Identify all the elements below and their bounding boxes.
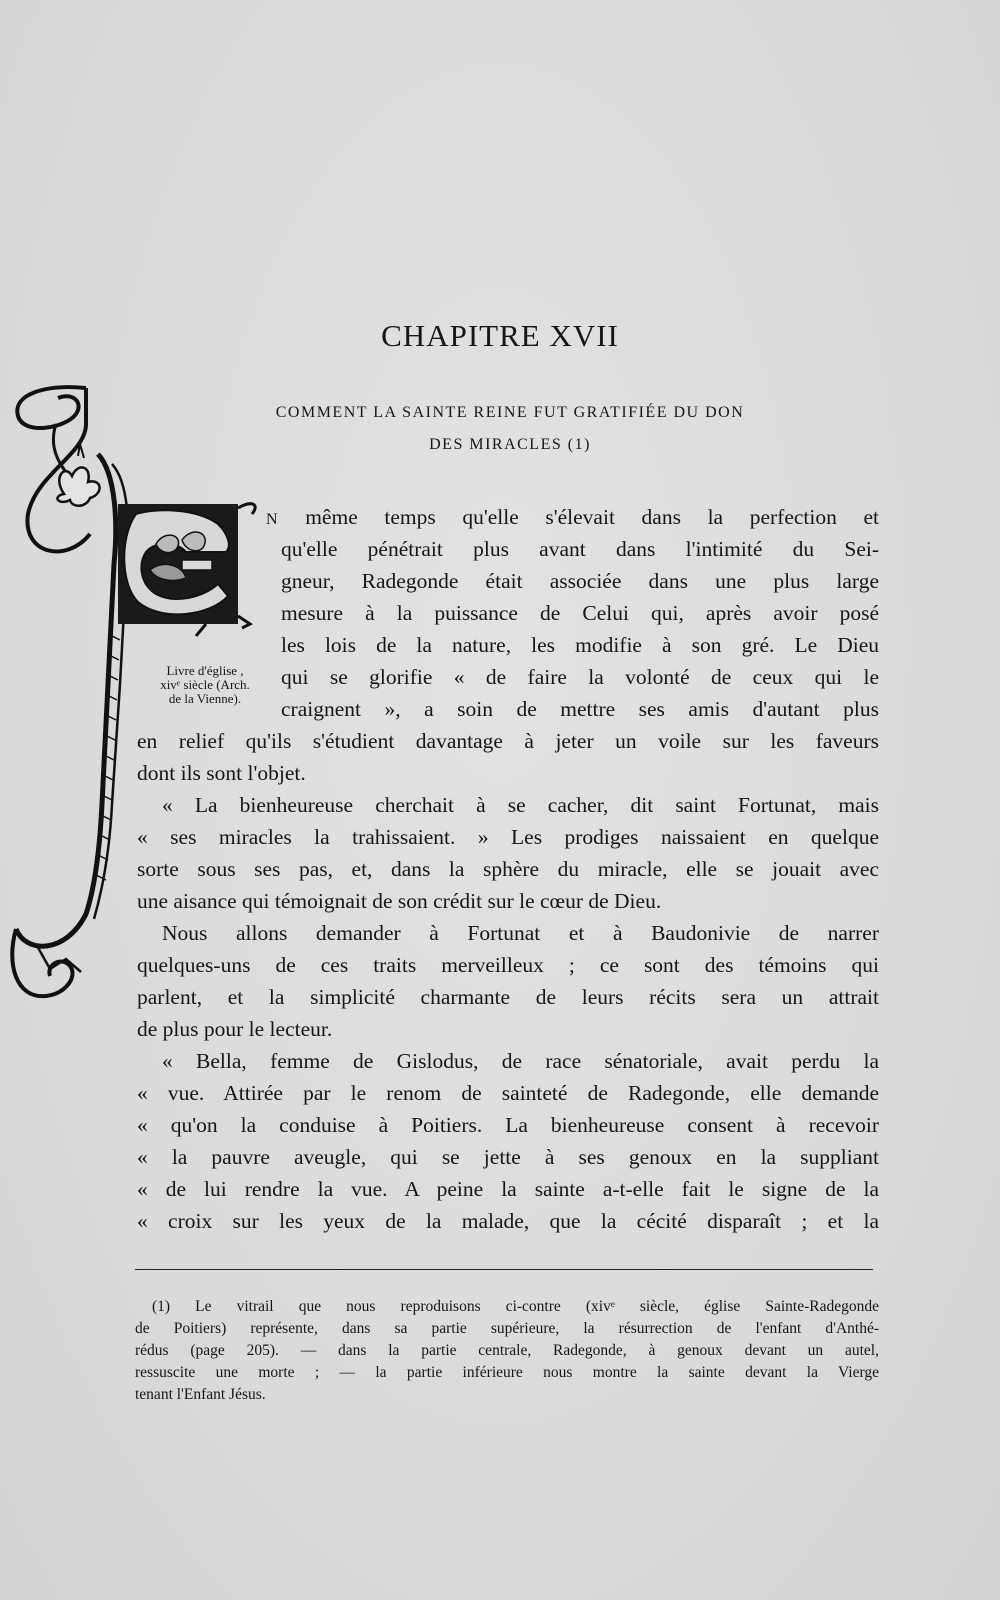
body-line-12: sorte sous ses pas, et, dans la sphère du miracle, elle se jouait avec bbox=[137, 857, 879, 881]
footnote-line-1: (1) Le vitrail que nous reproduisons ci-contre (xivᵉ siècle, église Sainte-Radegonde bbox=[152, 1298, 879, 1315]
body-line-2: qu'elle pénétrait plus avant dans l'intimité du Sei- bbox=[281, 537, 879, 561]
body-line-13: une aisance qui témoignait de son crédit sur le cœur de Dieu. bbox=[137, 889, 662, 913]
body-line-4: mesure à la puissance de Celui qui, après avoir posé bbox=[281, 601, 879, 625]
body-line-9: dont ils sont l'objet. bbox=[137, 761, 306, 785]
body-line-16: parlent, et la simplicité charmante de leurs récits sera un attrait bbox=[137, 985, 879, 1009]
body-line-11: « ses miracles la trahissaient. » Les prodiges naissaient en quelque bbox=[137, 825, 879, 849]
caption-line: de la Vienne). bbox=[168, 691, 242, 706]
illustration-caption bbox=[138, 664, 272, 706]
body-line-15: quelques-uns de ces traits merveilleux ; ce sont des témoins qui bbox=[137, 953, 879, 977]
body-line-5: les lois de la nature, les modifie à son gré. Le Dieu bbox=[281, 633, 879, 657]
chapter-subtitle-line2: DES MIRACLES (1) bbox=[429, 436, 591, 453]
body-text: même temps qu'elle s'élevait dans la perfection et bbox=[305, 505, 880, 529]
chapter-subtitle-line1: COMMENT LA SAINTE REINE FUT GRATIFIÉE DU DON bbox=[275, 404, 745, 421]
chapter-title: CHAPITRE XVII bbox=[381, 318, 619, 353]
body-line-17: de plus pour le lecteur. bbox=[137, 1017, 333, 1041]
body-line-14: Nous allons demander à Fortunat et à Baudonivie de narrer bbox=[162, 921, 879, 945]
body-line-19: « vue. Attirée par le renom de sainteté de Radegonde, elle demande bbox=[137, 1081, 879, 1105]
body-line-20: « qu'on la conduise à Poitiers. La bienheureuse consent à recevoir bbox=[137, 1113, 879, 1137]
body-line-1 bbox=[266, 505, 879, 530]
body-line-6: qui se glorifie « de faire la volonté de ceux qui le bbox=[281, 665, 879, 689]
footnote-line-2: de Poitiers) représente, dans sa partie supérieure, la résurrection de l'enfant d'Anthé- bbox=[135, 1320, 879, 1337]
caption-line: Livre d'église , bbox=[166, 663, 244, 678]
body-line-3: gneur, Radegonde était associée dans une plus large bbox=[281, 569, 879, 593]
body-line-22: « de lui rendre la vue. A peine la sainte a-t-elle fait le signe de la bbox=[137, 1177, 879, 1201]
footnote-line-4: ressuscite une morte ; — la partie inférieure nous montre la sainte devant la Vierge bbox=[135, 1364, 879, 1381]
footnote-divider bbox=[135, 1269, 873, 1270]
body-line-18: « Bella, femme de Gislodus, de race sénatoriale, avait perdu la bbox=[162, 1049, 879, 1073]
footnote-line-5: tenant l'Enfant Jésus. bbox=[135, 1386, 266, 1403]
body-line-21: « la pauvre aveugle, qui se jette à ses genoux en la suppliant bbox=[137, 1145, 879, 1169]
footnote-line-3: rédus (page 205). — dans la partie centrale, Radegonde, à genoux devant un autel, bbox=[135, 1342, 879, 1359]
dropcap-letter: N bbox=[266, 511, 279, 528]
body-line-8: en relief qu'ils s'étudient davantage à jeter un voile sur les faveurs bbox=[137, 729, 879, 753]
body-line-7: craignent », a soin de mettre ses amis d'autant plus bbox=[281, 697, 879, 721]
caption-line: xivᵉ siècle (Arch. bbox=[160, 677, 250, 692]
body-line-10: « La bienheureuse cherchait à se cacher, dit saint Fortunat, mais bbox=[162, 793, 879, 817]
body-line-23: « croix sur les yeux de la malade, que la cécité disparaît ; et la bbox=[137, 1209, 879, 1233]
